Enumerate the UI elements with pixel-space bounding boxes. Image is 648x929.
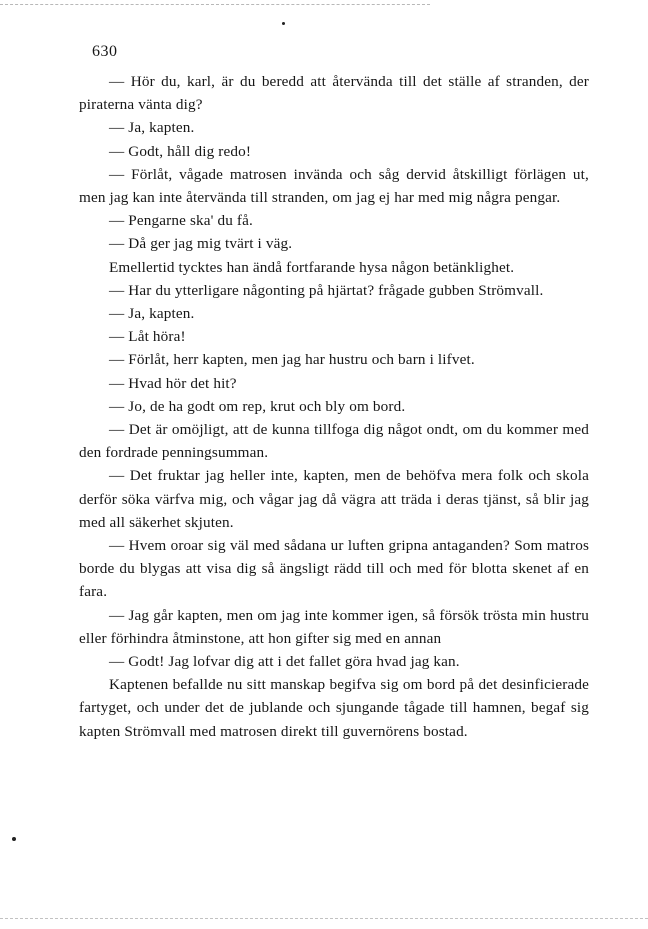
paragraph: — Förlåt, vågade matrosen invända och såg dervid åtskilligt förlägen ut, men jag kan inte återvända till stranden, om jag ej har med mig några pengar. [79,165,589,207]
paragraph: — Har du ytterligare någonting på hjärtat? frågade gubben Strömvall. [109,281,544,299]
paragraph: — Jag går kapten, men om jag inte kommer igen, så försök trösta min hustru eller förhindra åtminstone, att hon gifter sig med en annan [79,606,589,647]
paragraph: — Jo, de ha godt om rep, krut och bly om bord. [109,397,406,415]
paragraph: — Hvad hör det hit? [109,374,237,392]
top-edge-mark [0,4,430,7]
paragraph: — Då ger jag mig tvärt i väg. [109,235,293,253]
paragraph: — Godt! Jag lofvar dig att i det fallet göra hvad jag kan. [109,653,460,671]
page-number: 630 [92,43,118,60]
paragraph: — Hvem oroar sig väl med sådana ur luften gripna antaganden? Som matros borde du blygas att visa dig så ängsligt rädd till och med för blotta skenet af en fara. [79,537,589,601]
paragraph: — Pengarne ska' du få. [109,212,253,230]
paragraph: — Ja, kapten. [109,119,195,137]
paragraph: Kaptenen befallde nu sitt manskap begifva sig om bord på det desinficierade fartyget, och under det de jublande och sjungande tågade till hamnen, begaf sig kapten Strömvall med matrosen direkt till guvernörens bostad. [79,676,589,740]
paragraph: Emellertid tycktes han ändå fortfarande hysa någon betänklighet. [109,258,515,276]
body-text [79,70,589,743]
paragraph: — Hör du, karl, är du beredd att återvända till det ställe af stranden, der piraterna vänta dig? [79,73,589,114]
bottom-edge-mark [0,918,648,921]
ink-speck [12,837,16,841]
paragraph: — Godt, håll dig redo! [109,142,252,160]
paragraph: — Det är omöjligt, att de kunna tillfoga dig något ondt, om du kommer med den fordrade penningsumman. [79,421,589,462]
paragraph: — Ja, kapten. [109,305,195,323]
paragraph: — Förlåt, herr kapten, men jag har hustru och barn i lifvet. [109,351,475,369]
paragraph: — Låt höra! [109,328,186,346]
ink-speck [282,22,285,25]
paragraph: — Det fruktar jag heller inte, kapten, men de behöfva mera folk och skola derför söka värfva mig, och vågar jag då vägra att träda i deras tjänst, så blir jag med all säkerhet skjuten. [79,467,589,531]
